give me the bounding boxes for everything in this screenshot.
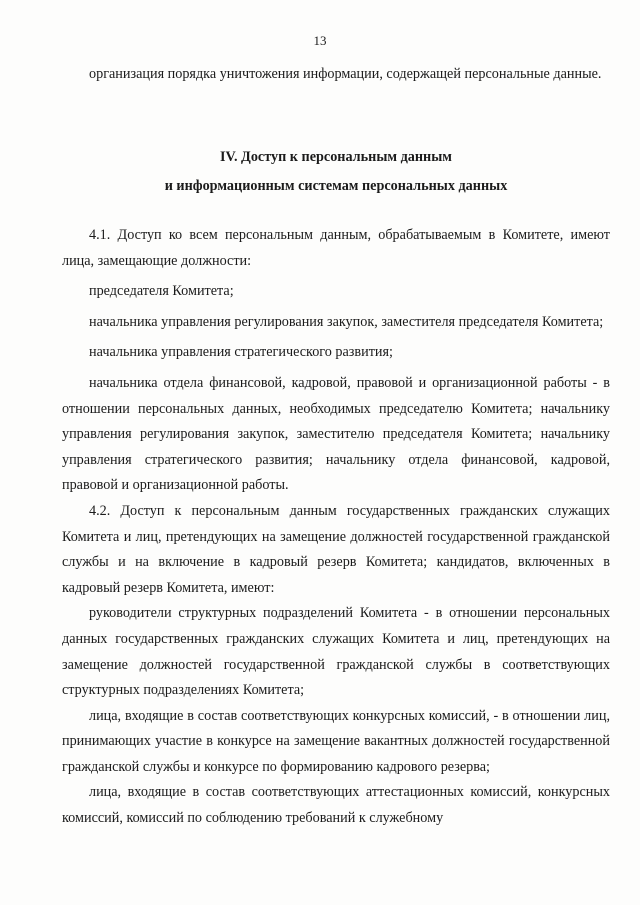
paragraph-attestation-commissions: лица, входящие в состав соответствующих аттестационных комиссий, конкурсных комиссий, комиссий по соблюдению требований к служебному — [62, 784, 610, 827]
intro-block — [62, 62, 610, 88]
paragraph-unit-heads: руководители структурных подразделений Комитета - в отношении персональных данных государственных гражданских служащих Комитета и лиц, претендующих на замещение должностей государственной гражданской службы в соответствующих структурных подразделениях Комитета; — [62, 605, 610, 699]
section-title-line2: и информационным системам персональных данных — [164, 178, 508, 194]
paragraph-finance-head: начальника отдела финансовой, кадровой, правовой и организационной работы - в отношении персональных данных, необходимых председателю Комитета; начальнику управления регулирования закупок, заместителю председателя Комитета; начальнику управления стратегического развития; начальнику отдела финансовой, кадровой, правовой и организационной работы. — [62, 374, 610, 494]
intro-paragraph: организация порядка уничтожения информации, содержащей персональные данные. — [89, 66, 602, 82]
paragraph-strategy-head: начальника управления стратегического развития; — [89, 344, 393, 361]
paragraph-competition-commissions: лица, входящие в состав соответствующих конкурсных комиссий, - в отношении лиц, принимающих участие в конкурсе на замещение вакантных должностей государственной гражданской службы и конкурсе по формированию кадрового резерва; — [62, 707, 610, 775]
page-number: 13 — [313, 33, 327, 48]
body-text — [62, 223, 610, 832]
paragraph-chairman: председателя Комитета; — [89, 283, 234, 300]
section-title-line1: IV. Доступ к персональным данным — [220, 149, 452, 165]
paragraph-4-1: 4.1. Доступ ко всем персональным данным, обрабатываемым в Комитете, имеют лица, замещающие должности: — [62, 227, 610, 269]
paragraph-procurement-head: начальника управления регулирования закупок, заместителя председателя Комитета; — [89, 313, 604, 330]
paragraph-4-2: 4.2. Доступ к персональным данным государственных гражданских служащих Комитета и лиц, претендующих на замещение должностей государственной гражданской службы и на включение в кадровый резерв Комитета; кандидатов, включенных в кадровый резерв Комитета, имеют: — [62, 502, 610, 596]
